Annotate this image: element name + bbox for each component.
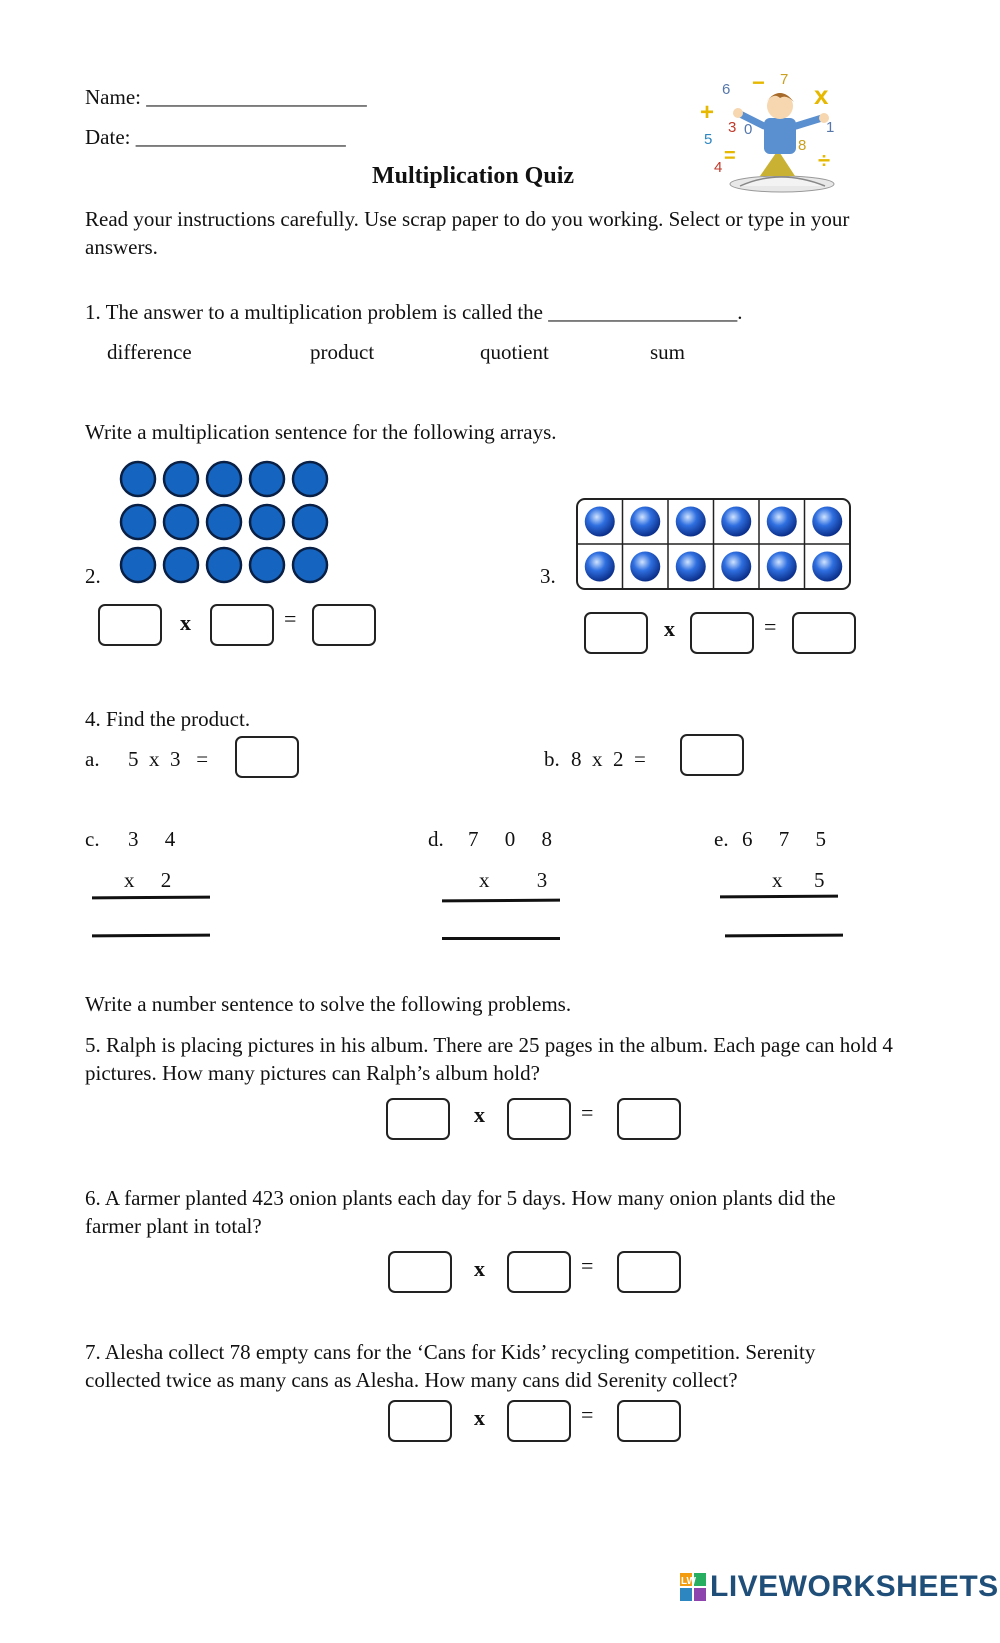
liveworksheets-logo-icon bbox=[680, 1573, 706, 1601]
word-problems-heading: Write a number sentence to solve the following problems. bbox=[85, 992, 572, 1016]
q6-product-box[interactable] bbox=[617, 1251, 681, 1293]
q2-dot bbox=[121, 548, 155, 582]
clip-digit-0: 0 bbox=[744, 121, 753, 138]
q2-dot bbox=[250, 462, 284, 496]
q3-ball bbox=[630, 507, 660, 537]
q1-option-quotient[interactable]: quotient bbox=[480, 340, 549, 364]
date-label: Date: bbox=[85, 125, 131, 149]
q3-ball bbox=[630, 552, 660, 582]
clip-digit-7: 7 bbox=[780, 71, 789, 88]
clip-digit-6: 6 bbox=[722, 81, 731, 98]
q2-times: x bbox=[180, 610, 191, 635]
q3-ball bbox=[812, 552, 842, 582]
q1-option-difference[interactable]: difference bbox=[107, 340, 192, 364]
q5-factor2-box[interactable] bbox=[507, 1098, 571, 1140]
q4e-product-line bbox=[720, 895, 838, 899]
q2-dot bbox=[121, 505, 155, 539]
q3-ball bbox=[812, 507, 842, 537]
q6-text: 6. A farmer planted 423 onion plants each day for 5 days. How many onion plants did the farmer plant in total? bbox=[85, 1186, 836, 1238]
clip-divide: ÷ bbox=[818, 148, 831, 173]
clip-digit-4: 4 bbox=[714, 159, 723, 176]
q3-label: 3. bbox=[540, 564, 556, 588]
arrays-heading: Write a multiplication sentence for the following arrays. bbox=[85, 420, 557, 444]
q2-dot bbox=[250, 505, 284, 539]
q3-equals: = bbox=[764, 614, 777, 639]
q4b-expression: 8 x 2 = bbox=[571, 747, 646, 771]
q2-dot-array bbox=[118, 460, 333, 588]
q3-ball bbox=[585, 507, 615, 537]
q4d-multiplier: x 3 bbox=[479, 868, 548, 892]
q4b-answer-box[interactable] bbox=[680, 734, 744, 776]
q4c-top-number: 3 4 bbox=[128, 827, 176, 851]
q3-product-box[interactable] bbox=[792, 612, 856, 654]
q7-factor2-box[interactable] bbox=[507, 1400, 571, 1442]
clip-digit-5: 5 bbox=[704, 131, 713, 148]
clip-digit-8: 8 bbox=[798, 137, 807, 154]
q4c-multiplier: x 2 bbox=[124, 868, 172, 892]
q4e-top-number: 6 7 5 bbox=[742, 827, 826, 851]
q4e-answer-line[interactable] bbox=[725, 934, 843, 938]
clip-plus: + bbox=[700, 99, 715, 126]
q3-ten-frame-array bbox=[575, 497, 855, 593]
clip-times: x bbox=[814, 80, 829, 110]
q2-dot bbox=[293, 462, 327, 496]
q2-dot bbox=[207, 505, 241, 539]
q1-prompt: 1. The answer to a multiplication problem is called the __________________. bbox=[85, 300, 743, 324]
q4b-label: b. bbox=[544, 747, 560, 771]
q5-text: 5. Ralph is placing pictures in his album. There are 25 pages in the album. Each page can hold 4 pictures. How many pictures can Ralph’s album hold? bbox=[85, 1033, 893, 1085]
q5-product-box[interactable] bbox=[617, 1098, 681, 1140]
q2-dot bbox=[164, 462, 198, 496]
q3-ball bbox=[676, 552, 706, 582]
q7-factor1-box[interactable] bbox=[388, 1400, 452, 1442]
q4c-answer-line[interactable] bbox=[92, 934, 210, 938]
q4c-product-line bbox=[92, 896, 210, 900]
q3-times: x bbox=[664, 616, 675, 641]
q3-ball bbox=[721, 552, 751, 582]
q7-times: x bbox=[474, 1405, 485, 1430]
q5-factor1-box[interactable] bbox=[386, 1098, 450, 1140]
q4c-label: c. bbox=[85, 827, 100, 851]
boy-math-clipart-icon bbox=[700, 68, 860, 196]
q7-text: 7. Alesha collect 78 empty cans for the ‘Cans for Kids’ recycling competition. Serenity collected twice as many cans as Alesha. How many cans did Serenity collect? bbox=[85, 1340, 816, 1392]
q6-equals: = bbox=[581, 1253, 594, 1278]
logo-icon-letters: LW bbox=[681, 1576, 696, 1587]
q4d-label: d. bbox=[428, 827, 444, 851]
q7-product-box[interactable] bbox=[617, 1400, 681, 1442]
q6-factor2-box[interactable] bbox=[507, 1251, 571, 1293]
q2-dot bbox=[121, 462, 155, 496]
q4a-answer-box[interactable] bbox=[235, 736, 299, 778]
q6-factor1-box[interactable] bbox=[388, 1251, 452, 1293]
q3-ball bbox=[767, 552, 797, 582]
q7-equals: = bbox=[581, 1402, 594, 1427]
instructions: Read your instructions carefully. Use scrap paper to do you working. Select or type in your answers. bbox=[85, 207, 850, 259]
q2-factor1-box[interactable] bbox=[98, 604, 162, 646]
q4e-label: e. bbox=[714, 827, 729, 851]
q3-ball bbox=[676, 507, 706, 537]
page-title: Multiplication Quiz bbox=[372, 163, 575, 189]
q1-option-product[interactable]: product bbox=[310, 340, 375, 364]
q2-dot bbox=[207, 548, 241, 582]
name-blank: _____________________ bbox=[146, 85, 367, 109]
q3-factor2-box[interactable] bbox=[690, 612, 754, 654]
date-blank: ____________________ bbox=[135, 125, 346, 149]
q4-heading: 4. Find the product. bbox=[85, 707, 251, 731]
q2-label: 2. bbox=[85, 564, 101, 588]
q3-factor1-box[interactable] bbox=[584, 612, 648, 654]
q2-product-box[interactable] bbox=[312, 604, 376, 646]
q2-dot bbox=[164, 505, 198, 539]
name-line bbox=[85, 83, 367, 111]
date-line bbox=[85, 123, 346, 151]
clip-digit-1: 1 bbox=[826, 119, 835, 136]
q4a-expression: 5 x 3 = bbox=[128, 747, 209, 771]
liveworksheets-logo[interactable] bbox=[680, 1570, 999, 1604]
q1-option-sum[interactable]: sum bbox=[650, 340, 686, 364]
q3-ball bbox=[767, 507, 797, 537]
q2-dot bbox=[293, 505, 327, 539]
q5-equals: = bbox=[581, 1100, 594, 1125]
q2-dot bbox=[207, 462, 241, 496]
q2-factor2-box[interactable] bbox=[210, 604, 274, 646]
q3-ball bbox=[721, 507, 751, 537]
liveworksheets-brand: LIVEWORKSHEETS bbox=[710, 1570, 999, 1603]
q4a-label: a. bbox=[85, 747, 100, 771]
q2-equals: = bbox=[284, 606, 297, 631]
clip-equals: = bbox=[724, 145, 736, 167]
q4d-answer-line[interactable] bbox=[442, 937, 560, 940]
q2-dot bbox=[250, 548, 284, 582]
q6-times: x bbox=[474, 1256, 485, 1281]
q2-dot bbox=[164, 548, 198, 582]
q4d-top-number: 7 0 8 bbox=[468, 827, 552, 851]
q4d-product-line bbox=[442, 899, 560, 903]
q3-ball bbox=[585, 552, 615, 582]
clip-digit-3: 3 bbox=[728, 119, 737, 136]
q5-times: x bbox=[474, 1102, 485, 1127]
q2-dot bbox=[293, 548, 327, 582]
clip-minus: − bbox=[752, 70, 765, 95]
q4e-multiplier: x 5 bbox=[772, 868, 825, 892]
name-label: Name: bbox=[85, 85, 141, 109]
